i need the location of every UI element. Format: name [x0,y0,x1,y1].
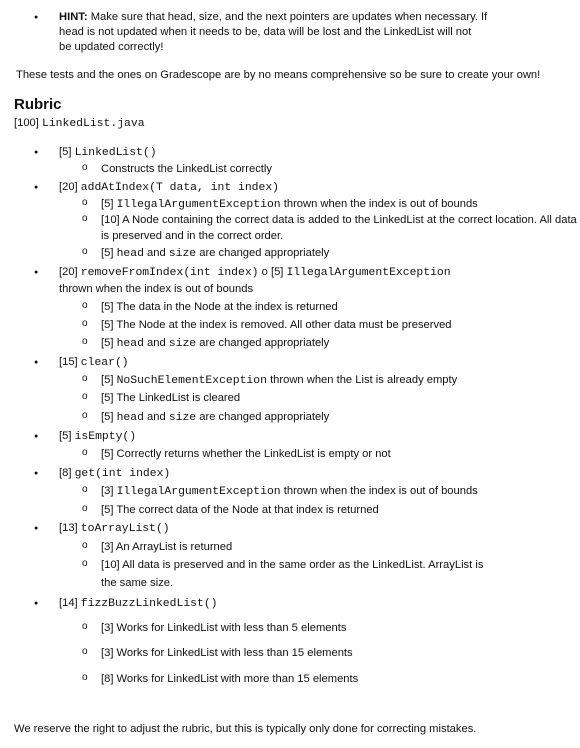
code-size: size [168,412,197,424]
sub-item-continuation: is preserved and in the correct order. [101,230,284,242]
method-signature: LinkedList() [74,147,157,159]
hint-line-1: Make sure that head, size, and the next pointers are updates when necessary. If [90,11,488,23]
code-head: head [116,248,144,260]
sub-item-continuation: the same size. [101,577,174,589]
item-points: [5] [59,146,72,158]
sub-item [101,484,478,500]
sub-item: o [5] The data in the Node at the index is returned [101,300,338,315]
exception-name: NoSuchElementException [116,375,267,387]
item-points: [5] [59,430,72,442]
sub-item [101,197,478,213]
footer-note: We reserve the right to adjust the rubric, but this is typically only done for correcting mistakes. [14,723,477,735]
rubric-item-get [59,466,170,482]
item-points: [14] [59,597,78,609]
code-size: size [168,248,197,260]
item-continuation: thrown when the index is out of bounds [59,283,254,295]
sub-item: o [3] An ArrayList is returned [101,540,232,555]
sub-points: [5] [101,411,114,423]
rubric-file-name: LinkedList.java [42,118,145,130]
hint-bullet [59,10,487,25]
sub-points: [3] [101,485,114,497]
sub-item: o [5] The LinkedList is cleared [101,391,240,406]
rubric-item-is-empty [59,429,136,445]
method-signature: fizzBuzzLinkedList() [80,598,218,610]
sub-text: and [147,411,166,423]
sub-text: thrown when the List is already empty [270,374,458,386]
rubric-item-constructor [59,145,157,161]
code-head: head [116,412,144,424]
sub-item: o [10] A Node containing the correct data is added to the LinkedList at the correct location. All data [101,213,577,228]
code-size: size [168,338,197,350]
sub-text: are changed appropriately [199,337,330,349]
method-signature: toArrayList() [80,523,170,535]
sub-points: [5] [270,266,284,278]
hint-line-2: head is not updated when it needs to be, data will be lost and the LinkedList will not [59,26,472,38]
rubric-heading: Rubric [14,96,62,113]
sub-text: thrown when the index is out of bounds [283,198,478,210]
hint-label: HINT: [59,11,88,23]
sub-text: and [147,247,166,259]
sub-item [101,246,329,262]
sub-points: [5] [101,247,114,259]
tests-note: These tests and the ones on Gradescope are by no means comprehensive so be sure to create your own! [16,69,541,81]
method-signature: get(int index) [74,468,171,480]
sub-item: o [5] The correct data of the Node at that index is returned [101,503,379,518]
method-signature: clear() [80,357,129,369]
rubric-file [14,116,145,132]
method-signature: removeFromIndex(int index) [80,267,259,279]
exception-name: IllegalArgumentException [286,267,451,279]
method-signature: addAtIndex(T data, int index) [80,182,280,194]
exception-name: IllegalArgumentException [116,486,281,498]
inline-sub-bullet: o [261,266,268,278]
item-points: [8] [59,467,72,479]
item-points: [20] [59,181,78,193]
rubric-item-clear [59,355,129,371]
method-signature: isEmpty() [74,431,137,443]
sub-item [101,373,457,389]
sub-text: thrown when the index is out of bounds [283,485,478,497]
sub-item: o [8] Works for LinkedList with more than 15 elements [101,672,358,687]
sub-item: o [5] The Node at the index is removed. All other data must be preserved [101,318,452,333]
sub-item: o [10] All data is preserved and in the same order as the LinkedList. ArrayList is [101,558,483,573]
code-head: head [116,338,144,350]
sub-item: o [5] Correctly returns whether the LinkedList is empty or not [101,447,391,462]
sub-points: [5] [101,374,114,386]
sub-item: o [3] Works for LinkedList with less than 5 elements [101,621,346,636]
hint-line-3: be updated correctly! [59,41,164,53]
item-points: [20] [59,266,78,278]
sub-points: [5] [101,337,114,349]
rubric-item-add-at-index [59,180,279,196]
rubric-item-to-array-list [59,521,170,537]
sub-item: o [3] Works for LinkedList with less than 15 elements [101,646,353,661]
rubric-item-remove-from-index [59,265,451,281]
sub-points: [5] [101,198,114,210]
rubric-file-points: [100] [14,117,39,129]
rubric-item-fizz-buzz [59,596,218,612]
exception-name: IllegalArgumentException [116,199,281,211]
sub-item: o Constructs the LinkedList correctly [101,162,272,177]
item-points: [15] [59,356,78,368]
item-points: [13] [59,522,78,534]
sub-item [101,410,329,426]
sub-text: and [147,337,166,349]
sub-item [101,336,329,352]
sub-text: are changed appropriately [199,411,330,423]
sub-text: are changed appropriately [199,247,330,259]
